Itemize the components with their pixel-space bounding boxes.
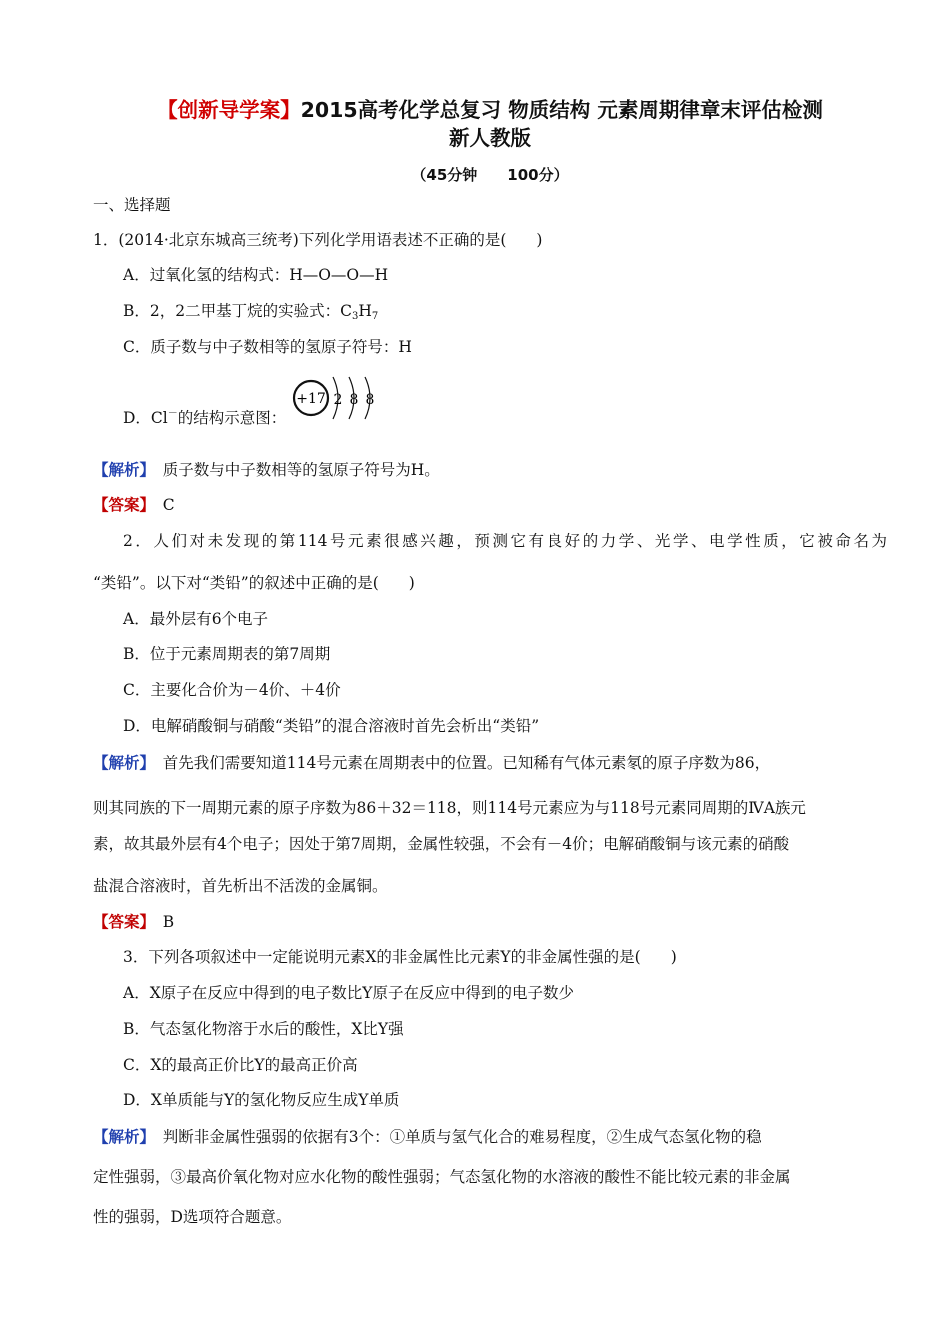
q3-analysis-line1: 【解析】 判断非金属性强弱的依据有3个：①单质与氢气化合的难易程度，②生成气态氢化物的稳 <box>93 1127 762 1146</box>
title-line2: 新人教版 <box>449 126 531 150</box>
shell-electrons-1: 2 <box>333 392 343 408</box>
nucleus-charge: +17 <box>296 391 326 407</box>
q2-analysis-line4: 盐混合溶液时，首先析出不活泼的金属铜。 <box>93 877 388 895</box>
shell-electrons-2: 8 <box>349 392 359 408</box>
q2-answer: 【答案】 B <box>93 912 175 931</box>
q2-option-c: C．主要化合价为－4价、＋4价 <box>123 681 341 699</box>
cl-ion-structure-diagram <box>287 374 387 424</box>
section-heading: 一、选择题 <box>93 196 171 214</box>
q3-stem: 3．下列各项叙述中一定能说明元素X的非金属性比元素Y的非金属性强的是( ) <box>123 948 677 966</box>
q2-stem-line2: “类铅”。以下对“类铅”的叙述中正确的是( ) <box>93 574 415 592</box>
q2-analysis-line3: 素，故其最外层有4个电子；因处于第7周期，金属性较强，不会有－4价；电解硝酸铜与该元素的硝酸 <box>93 835 790 853</box>
q1-option-b: B．2，2二甲基丁烷的实验式：C3H7 <box>123 302 379 322</box>
q1-option-a: A．过氧化氢的结构式：H—O—O—H <box>123 266 389 284</box>
title-line1: 2015高考化学总复习 物质结构 元素周期律章末评估检测 <box>300 98 823 122</box>
q1-analysis: 【解析】 质子数与中子数相等的氢原子符号为H。 <box>93 460 440 479</box>
q2-option-b: B．位于元素周期表的第7周期 <box>123 645 331 663</box>
q2-analysis-line1: 【解析】 首先我们需要知道114号元素在周期表中的位置。已知稀有气体元素氡的原子序数为86， <box>93 753 771 772</box>
q3-analysis-line3: 性的强弱，D选项符合题意。 <box>93 1208 292 1226</box>
time-score: （45分钟 100分） <box>411 166 569 184</box>
q1-option-c: C．质子数与中子数相等的氢原子符号：H <box>123 338 412 356</box>
q3-analysis-line2: 定性强弱，③最高价氧化物对应水化物的酸性强弱；气态氢化物的水溶液的酸性不能比较元素的非金属 <box>93 1168 791 1186</box>
q1-option-d: D．Cl－的结构示意图： <box>123 408 287 427</box>
q3-option-a: A．X原子在反应中得到的电子数比Y原子在反应中得到的电子数少 <box>123 984 574 1002</box>
q2-option-a: A．最外层有6个电子 <box>123 610 269 628</box>
q3-option-b: B．气态氢化物溶于水后的酸性，X比Y强 <box>123 1020 404 1038</box>
q3-option-c: C．X的最高正价比Y的最高正价高 <box>123 1056 358 1074</box>
q2-analysis-line2: 则其同族的下一周期元素的原子序数为86＋32＝118，则114号元素应为与118号元素同周期的ⅣA族元 <box>93 799 806 817</box>
document-title <box>60 96 920 152</box>
q3-option-d: D．X单质能与Y的氢化物反应生成Y单质 <box>123 1091 400 1109</box>
q1-stem: 1．(2014·北京东城高三统考)下列化学用语表述不正确的是( ) <box>93 231 543 249</box>
shell-electrons-3: 8 <box>365 392 375 408</box>
q1-answer: 【答案】 C <box>93 495 175 514</box>
q2-option-d: D．电解硝酸铜与硝酸“类铅”的混合溶液时首先会析出“类铅” <box>123 717 540 735</box>
q2-stem-line1: 2．人们对未发现的第114号元素很感兴趣，预测它有良好的力学、光学、电学性质，它被命名为 <box>123 532 887 550</box>
title-bracket: 【创新导学案】 <box>157 98 301 122</box>
